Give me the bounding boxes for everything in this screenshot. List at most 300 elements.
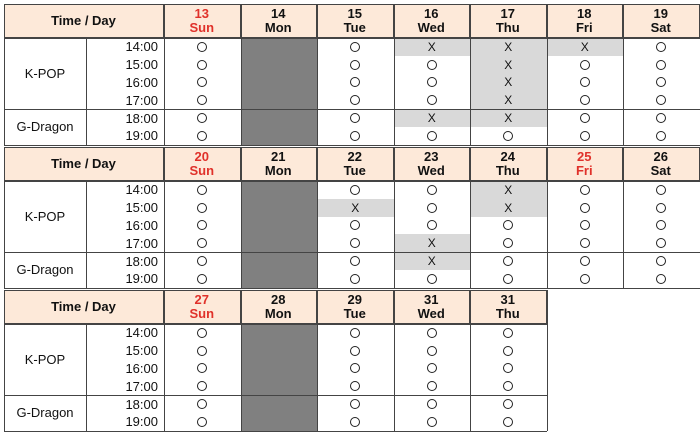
available-mark — [427, 95, 437, 105]
slot-cell[interactable] — [394, 91, 471, 109]
slot-cell[interactable] — [623, 270, 700, 288]
available-mark — [580, 220, 590, 230]
available-mark — [503, 346, 513, 356]
available-mark — [197, 77, 207, 87]
slot-cell[interactable] — [164, 127, 241, 145]
slot-cell[interactable] — [623, 181, 700, 199]
time-label: 16:00 — [125, 217, 158, 233]
slot-cell[interactable] — [317, 38, 394, 56]
available-mark — [350, 113, 360, 123]
available-mark — [350, 417, 360, 427]
slot-cell[interactable] — [547, 127, 624, 145]
grid-line — [394, 290, 395, 431]
slot-cell[interactable] — [394, 109, 471, 127]
available-mark — [427, 328, 437, 338]
day-name: Mon — [264, 162, 292, 178]
available-mark — [350, 238, 360, 248]
grid-line — [4, 38, 700, 39]
grid-line — [317, 290, 318, 431]
time-day-header-label: Time / Day — [51, 299, 116, 314]
group-label: K-POP — [24, 209, 66, 225]
grid-line — [4, 4, 700, 5]
available-mark — [350, 185, 360, 195]
slot-cell[interactable] — [164, 270, 241, 288]
slot-cell[interactable] — [623, 91, 700, 109]
day-name: Thu — [495, 305, 520, 321]
slot-cell[interactable] — [317, 395, 394, 413]
available-mark — [656, 220, 666, 230]
soldout-mark: X — [427, 254, 436, 269]
grid-line — [241, 147, 242, 288]
slot-cell[interactable] — [164, 91, 241, 109]
slot-cell[interactable] — [470, 91, 547, 109]
time-label: 17:00 — [125, 378, 158, 394]
available-mark — [580, 256, 590, 266]
slot-cell[interactable] — [394, 217, 471, 235]
soldout-mark: X — [351, 200, 360, 215]
slot-cell[interactable] — [470, 38, 547, 56]
available-mark — [350, 60, 360, 70]
day-header — [470, 290, 547, 324]
available-mark — [580, 185, 590, 195]
slot-cell[interactable] — [547, 234, 624, 252]
time-label: 14:00 — [125, 39, 158, 55]
day-header — [394, 290, 471, 324]
slot-cell[interactable] — [470, 252, 547, 270]
group-label: G-Dragon — [16, 262, 74, 278]
available-mark — [503, 256, 513, 266]
slot-cell[interactable] — [317, 252, 394, 270]
slot-cell[interactable] — [394, 252, 471, 270]
closed-day-block — [241, 181, 318, 288]
slot-cell[interactable] — [394, 234, 471, 252]
available-mark — [350, 346, 360, 356]
time-label: 15:00 — [125, 200, 158, 216]
slot-cell[interactable] — [317, 360, 394, 378]
closed-day-block — [241, 324, 318, 431]
slot-cell[interactable] — [470, 270, 547, 288]
soldout-mark: X — [504, 111, 513, 126]
closed-day-block — [241, 38, 318, 145]
slot-cell[interactable] — [623, 199, 700, 217]
time-day-header-label: Time / Day — [51, 13, 116, 28]
time-day-header — [4, 290, 164, 324]
grid-line — [4, 109, 700, 110]
day-header — [241, 147, 318, 181]
slot-cell[interactable] — [470, 199, 547, 217]
group-label: G-Dragon — [16, 119, 74, 135]
slot-cell[interactable] — [164, 217, 241, 235]
available-mark — [197, 113, 207, 123]
soldout-mark: X — [504, 182, 513, 197]
day-name: Sun — [189, 162, 215, 178]
slot-cell[interactable] — [317, 109, 394, 127]
slot-cell[interactable] — [547, 252, 624, 270]
available-mark — [427, 203, 437, 213]
soldout-mark: X — [427, 236, 436, 251]
grid-line — [86, 324, 87, 431]
available-mark — [580, 95, 590, 105]
grid-line — [4, 145, 700, 146]
day-name: Mon — [264, 305, 292, 321]
available-mark — [656, 274, 666, 284]
group-label: G-Dragon — [16, 405, 74, 421]
grid-line — [241, 4, 242, 145]
day-number: 29 — [347, 291, 362, 307]
available-mark — [197, 238, 207, 248]
slot-cell[interactable] — [394, 270, 471, 288]
slot-cell[interactable] — [470, 413, 547, 431]
soldout-mark: X — [504, 39, 513, 54]
slot-cell[interactable] — [317, 56, 394, 74]
available-mark — [197, 60, 207, 70]
available-mark — [656, 113, 666, 123]
available-mark — [503, 381, 513, 391]
day-number: 28 — [271, 291, 286, 307]
grid-line — [4, 181, 700, 182]
slot-cell[interactable] — [470, 360, 547, 378]
day-header — [241, 290, 318, 324]
day-number: 14 — [271, 5, 286, 21]
slot-cell[interactable] — [317, 91, 394, 109]
slot-cell[interactable] — [394, 324, 471, 342]
available-mark — [656, 203, 666, 213]
slot-cell[interactable] — [547, 217, 624, 235]
grid-line — [241, 290, 242, 431]
slot-cell[interactable] — [394, 360, 471, 378]
time-label: 14:00 — [125, 182, 158, 198]
slot-cell[interactable] — [623, 74, 700, 92]
day-header — [164, 4, 241, 38]
slot-cell[interactable] — [623, 56, 700, 74]
available-mark — [427, 60, 437, 70]
day-number: 15 — [347, 5, 362, 21]
time-label: 19:00 — [125, 128, 158, 144]
slot-cell[interactable] — [470, 181, 547, 199]
day-name: Wed — [417, 162, 445, 178]
grid-line — [317, 147, 318, 288]
slot-cell[interactable] — [470, 56, 547, 74]
day-name: Tue — [343, 162, 366, 178]
day-header — [470, 147, 547, 181]
slot-cell[interactable] — [164, 234, 241, 252]
time-label: 18:00 — [125, 253, 158, 269]
slot-cell[interactable] — [470, 377, 547, 395]
slot-cell[interactable] — [394, 38, 471, 56]
grid-line — [4, 290, 5, 431]
slot-cell[interactable] — [547, 199, 624, 217]
slot-cell[interactable] — [470, 127, 547, 145]
grid-line — [470, 290, 471, 431]
available-mark — [656, 42, 666, 52]
day-header — [394, 147, 471, 181]
slot-cell[interactable] — [470, 324, 547, 342]
grid-line — [164, 4, 165, 145]
slot-cell[interactable] — [470, 109, 547, 127]
available-mark — [656, 238, 666, 248]
available-mark — [197, 203, 207, 213]
slot-cell[interactable] — [547, 74, 624, 92]
day-number: 19 — [653, 5, 668, 21]
slot-cell[interactable] — [394, 181, 471, 199]
available-mark — [197, 95, 207, 105]
available-mark — [197, 42, 207, 52]
grid-line — [4, 4, 5, 145]
slot-cell[interactable] — [623, 252, 700, 270]
slot-cell[interactable] — [394, 127, 471, 145]
slot-cell[interactable] — [317, 377, 394, 395]
day-name: Sat — [650, 162, 671, 178]
day-header — [623, 147, 700, 181]
available-mark — [656, 77, 666, 87]
available-mark — [350, 42, 360, 52]
grid-line — [547, 147, 548, 288]
available-mark — [427, 346, 437, 356]
available-mark — [350, 95, 360, 105]
available-mark — [503, 363, 513, 373]
day-number: 31 — [500, 291, 515, 307]
available-mark — [427, 274, 437, 284]
slot-cell[interactable] — [394, 74, 471, 92]
slot-cell[interactable] — [317, 199, 394, 217]
slot-cell[interactable] — [394, 413, 471, 431]
available-mark — [350, 131, 360, 141]
slot-cell[interactable] — [317, 181, 394, 199]
soldout-mark: X — [504, 93, 513, 108]
day-name: Sat — [650, 19, 671, 35]
slot-cell[interactable] — [547, 38, 624, 56]
slot-cell[interactable] — [164, 109, 241, 127]
time-label: 17:00 — [125, 92, 158, 108]
grid-line — [547, 4, 548, 145]
soldout-mark: X — [427, 39, 436, 54]
day-number: 27 — [194, 291, 209, 307]
time-label: 14:00 — [125, 325, 158, 341]
day-name: Tue — [343, 19, 366, 35]
slot-cell[interactable] — [623, 127, 700, 145]
day-header — [623, 4, 700, 38]
slot-cell[interactable] — [470, 395, 547, 413]
day-header — [164, 290, 241, 324]
day-name: Fri — [575, 162, 593, 178]
grid-line — [4, 431, 547, 432]
available-mark — [350, 274, 360, 284]
grid-line — [4, 290, 547, 291]
grid-line — [394, 4, 395, 145]
day-number: 22 — [347, 148, 362, 164]
slot-cell[interactable] — [394, 377, 471, 395]
time-label: 18:00 — [125, 396, 158, 412]
soldout-mark: X — [504, 57, 513, 72]
day-name: Tue — [343, 305, 366, 321]
day-header — [547, 147, 624, 181]
grid-line — [164, 147, 165, 288]
available-mark — [503, 131, 513, 141]
day-number: 21 — [271, 148, 286, 164]
day-name: Fri — [575, 19, 593, 35]
time-label: 16:00 — [125, 74, 158, 90]
day-number: 20 — [194, 148, 209, 164]
slot-cell[interactable] — [164, 181, 241, 199]
slot-cell[interactable] — [164, 377, 241, 395]
available-mark — [580, 113, 590, 123]
slot-cell[interactable] — [164, 199, 241, 217]
available-mark — [656, 60, 666, 70]
available-mark — [656, 95, 666, 105]
grid-line — [86, 38, 87, 145]
available-mark — [350, 256, 360, 266]
day-header — [317, 147, 394, 181]
slot-cell[interactable] — [547, 270, 624, 288]
available-mark — [580, 203, 590, 213]
grid-line — [4, 252, 700, 253]
available-mark — [197, 346, 207, 356]
slot-cell[interactable] — [317, 270, 394, 288]
available-mark — [427, 131, 437, 141]
grid-line — [394, 147, 395, 288]
day-number: 24 — [500, 148, 515, 164]
slot-cell[interactable] — [164, 252, 241, 270]
slot-cell[interactable] — [317, 74, 394, 92]
soldout-mark: X — [580, 39, 589, 54]
slot-cell[interactable] — [623, 217, 700, 235]
available-mark — [580, 274, 590, 284]
slot-cell[interactable] — [317, 234, 394, 252]
available-mark — [580, 131, 590, 141]
slot-cell[interactable] — [164, 360, 241, 378]
day-header — [394, 4, 471, 38]
available-mark — [503, 328, 513, 338]
soldout-mark: X — [504, 75, 513, 90]
time-label: 18:00 — [125, 110, 158, 126]
slot-cell[interactable] — [470, 342, 547, 360]
day-name: Wed — [417, 19, 445, 35]
available-mark — [197, 381, 207, 391]
available-mark — [197, 274, 207, 284]
slot-cell[interactable] — [317, 324, 394, 342]
available-mark — [427, 220, 437, 230]
available-mark — [197, 131, 207, 141]
available-mark — [427, 363, 437, 373]
day-header — [470, 4, 547, 38]
time-label: 17:00 — [125, 235, 158, 251]
available-mark — [656, 185, 666, 195]
slot-cell[interactable] — [317, 217, 394, 235]
grid-line — [86, 181, 87, 288]
time-label: 19:00 — [125, 414, 158, 430]
available-mark — [503, 399, 513, 409]
day-name: Thu — [495, 19, 520, 35]
grid-line — [547, 290, 548, 431]
grid-line — [470, 4, 471, 145]
slot-cell[interactable] — [164, 395, 241, 413]
day-name: Sun — [189, 19, 215, 35]
day-number: 25 — [577, 148, 592, 164]
time-day-header — [4, 4, 164, 38]
available-mark — [503, 220, 513, 230]
slot-cell[interactable] — [547, 181, 624, 199]
available-mark — [350, 77, 360, 87]
time-day-header-label: Time / Day — [51, 156, 116, 171]
soldout-mark: X — [427, 111, 436, 126]
slot-cell[interactable] — [470, 217, 547, 235]
available-mark — [503, 238, 513, 248]
available-mark — [197, 256, 207, 266]
available-mark — [427, 77, 437, 87]
slot-cell[interactable] — [164, 56, 241, 74]
available-mark — [427, 399, 437, 409]
slot-cell[interactable] — [164, 324, 241, 342]
day-header — [317, 4, 394, 38]
slot-cell[interactable] — [394, 395, 471, 413]
slot-cell[interactable] — [547, 109, 624, 127]
grid-line — [164, 290, 165, 431]
group-label: K-POP — [24, 352, 66, 368]
slot-cell[interactable] — [164, 342, 241, 360]
day-name: Mon — [264, 19, 292, 35]
slot-cell[interactable] — [317, 342, 394, 360]
day-number: 23 — [424, 148, 439, 164]
available-mark — [197, 363, 207, 373]
day-number: 16 — [424, 5, 439, 21]
available-mark — [427, 185, 437, 195]
slot-cell[interactable] — [317, 413, 394, 431]
available-mark — [580, 60, 590, 70]
grid-line — [623, 147, 624, 288]
slot-cell[interactable] — [394, 199, 471, 217]
slot-cell[interactable] — [164, 74, 241, 92]
time-label: 15:00 — [125, 57, 158, 73]
time-day-header — [4, 147, 164, 181]
slot-cell[interactable] — [623, 38, 700, 56]
available-mark — [503, 417, 513, 427]
day-number: 18 — [577, 5, 592, 21]
day-number: 31 — [424, 291, 439, 307]
available-mark — [350, 363, 360, 373]
grid-line — [623, 4, 624, 145]
grid-line — [4, 288, 700, 289]
day-name: Wed — [417, 305, 445, 321]
available-mark — [197, 417, 207, 427]
available-mark — [350, 381, 360, 391]
slot-cell[interactable] — [623, 234, 700, 252]
available-mark — [656, 256, 666, 266]
available-mark — [427, 381, 437, 391]
grid-line — [317, 4, 318, 145]
slot-cell[interactable] — [317, 127, 394, 145]
available-mark — [197, 185, 207, 195]
day-header — [164, 147, 241, 181]
schedule-table — [4, 4, 671, 433]
day-number: 13 — [194, 5, 209, 21]
available-mark — [580, 77, 590, 87]
slot-cell[interactable] — [623, 109, 700, 127]
slot-cell[interactable] — [470, 74, 547, 92]
available-mark — [197, 328, 207, 338]
slot-cell[interactable] — [547, 91, 624, 109]
slot-cell[interactable] — [547, 56, 624, 74]
day-header — [547, 4, 624, 38]
slot-cell[interactable] — [394, 56, 471, 74]
slot-cell[interactable] — [164, 38, 241, 56]
time-label: 19:00 — [125, 271, 158, 287]
slot-cell[interactable] — [394, 342, 471, 360]
slot-cell[interactable] — [470, 234, 547, 252]
slot-cell[interactable] — [164, 413, 241, 431]
available-mark — [350, 220, 360, 230]
day-name: Thu — [495, 162, 520, 178]
day-number: 26 — [653, 148, 668, 164]
